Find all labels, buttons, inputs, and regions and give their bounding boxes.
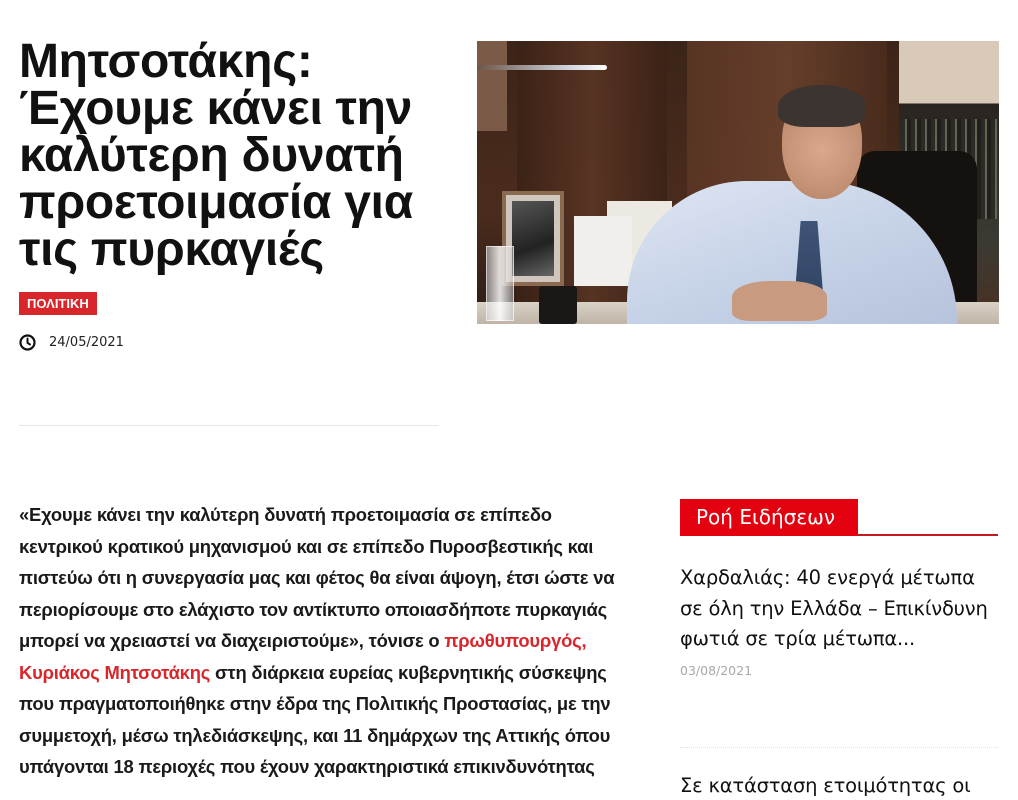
- news-item: [680, 563, 998, 678]
- article-hero-image: [477, 41, 999, 324]
- news-item: [680, 771, 998, 800]
- body-line: συμμετοχή, μέσω τηλεδιάσκεψης, και 11 δημάρχων της Αττικής όπου: [19, 724, 611, 746]
- news-separator: [680, 747, 998, 748]
- category-badge[interactable]: ΠΟΛΙΤΙΚΗ: [19, 292, 97, 315]
- article-title: Μητσοτάκης: Έχουμε κάνει την καλύτερη δυνατή προετοιμασία για τις πυρκαγιές: [19, 35, 413, 276]
- body-line: [19, 625, 649, 657]
- news-feed-sidebar: [680, 499, 998, 797]
- body-line: κεντρικού κρατικού μηχανισμού και σε επίπεδο Πυροσβεστικής και: [19, 535, 594, 557]
- body-line: «Εχουμε κάνει την καλύτερη δυνατή προετοιμασία σε επίπεδο: [19, 504, 552, 525]
- news-feed-header: [680, 499, 998, 537]
- clock-icon: [19, 334, 36, 351]
- news-feed-title: Ροή Ειδήσεων: [680, 499, 858, 536]
- publish-date: 24/05/2021: [49, 335, 124, 350]
- body-line: περιορίσουμε στο ελάχιστο τον αντίκτυπο οποιασδήποτε πυρκαγιάς: [19, 598, 607, 620]
- body-text-segment: μπορεί να χρειαστεί να διαχειριστούμε», τόνισε ο: [19, 630, 445, 651]
- news-item-headline[interactable]: Χαρδαλιάς: 40 ενεργά μέτωπα σε όλη την Ελλάδα – Επικίνδυνη φωτιά σε τρία μέτωπα...: [680, 566, 988, 650]
- body-line: [19, 657, 649, 689]
- body-line: υπάγονται 18 περιοχές που έχουν χαρακτηριστικά επικινδυνότητας: [19, 756, 595, 777]
- news-item-date: 03/08/2021: [680, 662, 753, 678]
- article-meta: [19, 334, 124, 351]
- divider: [19, 425, 439, 426]
- link-prime-minister[interactable]: πρωθυπουργός,: [444, 630, 587, 651]
- body-text-segment: στη διάρκεια ευρείας κυβερνητικής σύσκεψης: [210, 661, 607, 683]
- news-item-headline[interactable]: Σε κατάσταση ετοιμότητας οι: [680, 774, 971, 797]
- article-body: [19, 499, 649, 783]
- body-line: πιστεύω ότι η συνεργασία μας και φέτος θα είναι άψογη, έτσι ώστε να: [19, 567, 615, 588]
- body-line: που πραγματοποιήθηκε στην έδρα της Πολιτικής Προστασίας, με την: [19, 693, 611, 714]
- link-kyriakos-mitsotakis[interactable]: Κυριάκος Μητσοτάκης: [19, 661, 211, 683]
